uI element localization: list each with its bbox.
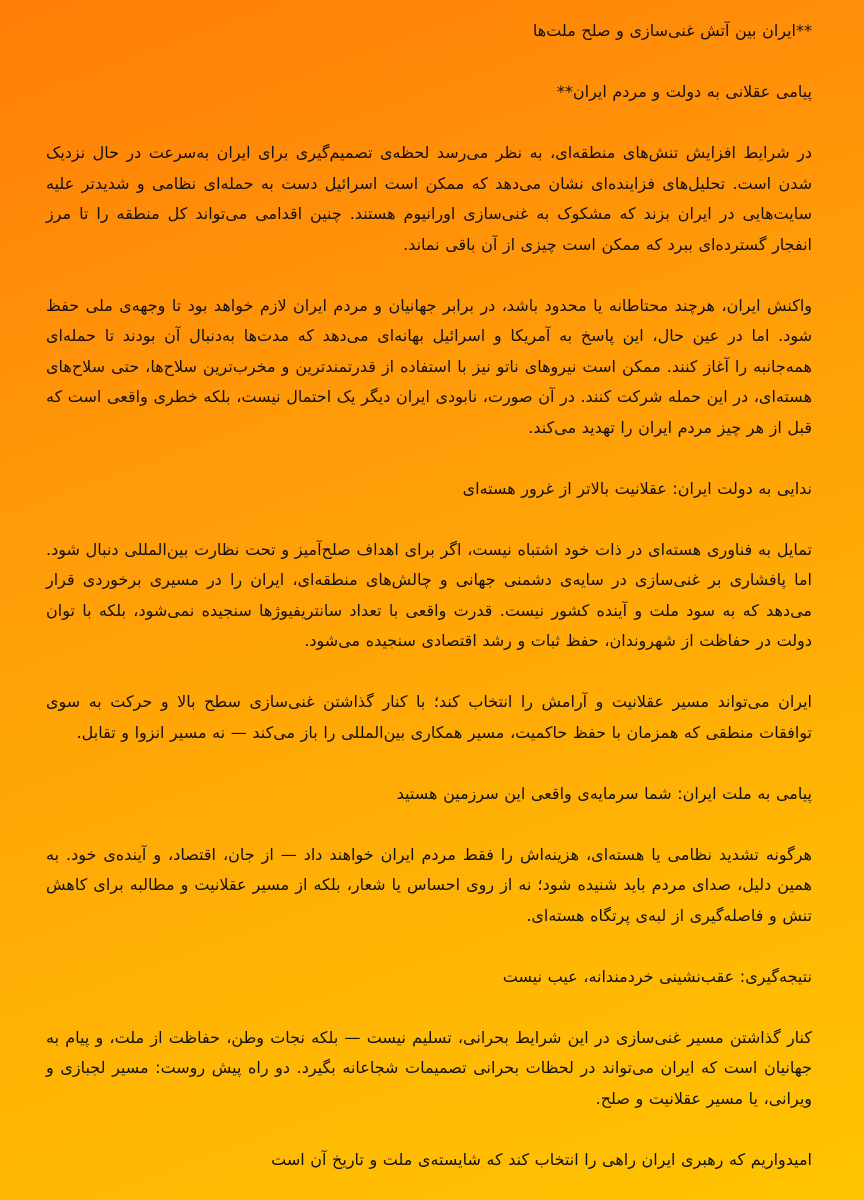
paragraph-closing-hope: امیدواریم که رهبری ایران راهی را انتخاب کند که شایسته‌ی ملت و تاریخ آن است xyxy=(271,1149,812,1169)
spacer xyxy=(46,260,812,291)
spacer xyxy=(46,443,812,474)
paragraph-intro: در شرایط افزایش تنش‌های منطقه‌ای، به نظر می‌رسد لحظه‌ی تصمیم‌گیری برای ایران به‌سرعت در حال نزدیک شدن است. تحلیل‌های فزاینده‌ای نشان می‌دهد که ممکن است اسرائیل دست به حمله‌ای نظامی و شدیدتر علیه سایت‌هایی در ایران بزند که مشکوک به غنی‌سازی اورانیوم هستند. چنین اقدامی می‌تواند کل منطقه را تا مرز انفجار گسترده‌ای ببرد که ممکن است چیزی از آن باقی نماند. xyxy=(46,143,812,254)
document-subtitle: پیامی عقلانی به دولت و مردم ایران** xyxy=(556,82,812,101)
spacer xyxy=(46,748,812,779)
paragraph-nuclear-technology: تمایل به فناوری هسته‌ای در ذات خود اشتباه نیست، اگر برای اهداف صلح‌آمیز و تحت نظارت بین‌المللی دنبال شود. اما پافشاری بر غنی‌سازی در سایه‌ی دشمنی جهانی و چالش‌های منطقه‌ای، ایران را در مسیری برخوردی قرار می‌دهد که به سود ملت و آینده کشور نیست. قدرت واقعی با تعداد سانتریفیوژها سنجیده نمی‌شود، بلکه با توان دولت در حفاظت از شهروندان، حفظ ثبات و رشد اقتصادی سنجیده می‌شود. xyxy=(46,539,812,650)
spacer xyxy=(46,1114,812,1145)
spacer xyxy=(46,504,812,535)
spacer xyxy=(46,992,812,1023)
spacer xyxy=(46,657,812,688)
heading-call-to-government: ندایی به دولت ایران: عقلانیت بالاتر از غرور هسته‌ای xyxy=(462,478,812,498)
spacer xyxy=(46,931,812,962)
heading-message-to-nation: پیامی به ملت ایران: شما سرمایه‌ی واقعی این سرزمین هستید xyxy=(396,783,812,803)
spacer xyxy=(46,108,812,139)
paragraph-people-cost: هرگونه تشدید نظامی یا هسته‌ای، هزینه‌اش را فقط مردم ایران خواهند داد — از جان، اقتصاد، و آینده‌ی خود. به همین دلیل، صدای مردم باید شنیده شود؛ نه از روی احساس یا شعار، بلکه از مسیر عقلانیت و مطالبه برای کاهش تنش و فاصله‌گیری از لبه‌ی پرتگاه هسته‌ای. xyxy=(46,844,812,925)
heading-conclusion: نتیجه‌گیری: عقب‌نشینی خردمندانه، عیب نیست xyxy=(502,966,812,986)
paragraph-conclusion: کنار گذاشتن مسیر غنی‌سازی در این شرایط بحرانی، تسلیم نیست — بلکه نجات وطن، حفاظت از ملت، و پیام به جهانیان است که ایران می‌تواند در لحظات بحرانی تصمیمات شجاعانه بگیرد. دو راه پیش روست: مسیر لجبازی و ویرانی، یا مسیر عقلانیت و صلح. xyxy=(46,1027,812,1108)
spacer xyxy=(46,47,812,78)
spacer xyxy=(46,809,812,840)
paragraph-iran-reaction: واکنش ایران، هرچند محتاطانه یا محدود باشد، در برابر جهانیان و مردم ایران لازم خواهد بود تا وجهه‌ی ملی حفظ شود. اما در عین حال، این پاسخ به آمریکا و اسرائیل بهانه‌ای می‌دهد که مدت‌ها به‌دنبال آن بودند تا حمله‌ای همه‌جانبه را آغاز کنند. ممکن است نیروهای ناتو نیز با استفاده از قدرتمندترین و مخرب‌ترین سلاح‌ها، حتی سلاح‌های هسته‌ای، در این حمله شرکت کنند. در آن صورت، نابودی ایران دیگر یک احتمال نیست، بلکه خطری واقعی است که قبل از هر چیز مردم ایران را تهدید می‌کند. xyxy=(46,295,812,437)
document-title: **ایران بین آتش غنی‌سازی و صلح ملت‌ها xyxy=(532,21,812,40)
paragraph-rational-path: ایران می‌تواند مسیر عقلانیت و آرامش را انتخاب کند؛ با کنار گذاشتن غنی‌سازی سطح بالا و حرکت به سوی توافقات منطقی که همزمان با حفظ حاکمیت، مسیر همکاری بین‌المللی را باز می‌کند — نه مسیر انزوا و تقابل. xyxy=(46,692,812,742)
